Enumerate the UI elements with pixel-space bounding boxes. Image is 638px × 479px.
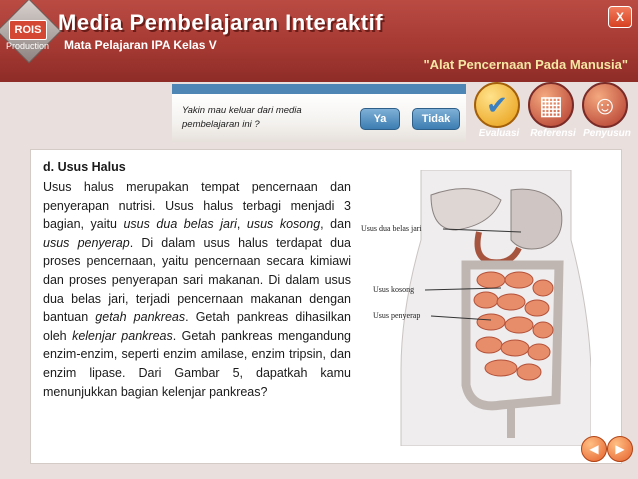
term-jejunum: usus kosong [246,217,321,232]
lesson-tagline: "Alat Pencernaan Pada Manusia" [423,57,628,72]
person-icon: ☺ [591,90,619,120]
logo-sub: Production [6,41,50,51]
content-panel [30,149,625,464]
label-usus-kosong: Usus kosong [373,285,415,294]
header-bar [0,0,638,82]
confirm-no-button[interactable]: Tidak [412,108,460,130]
intestine-drawing [361,170,591,446]
page-nav-controls [569,434,631,460]
body-part: Usus halus merupakan tempat pencernaan dan penyerapan nutrisi. Usus halus terbagi menjadi 3 bagian, yaitu [43,180,351,232]
app-subtitle: Mata Pelajaran IPA Kelas V [64,38,217,52]
nav-evaluasi-button[interactable] [474,82,524,144]
confirm-yes-button[interactable]: Ya [360,108,400,130]
nav-penyusun-button[interactable] [582,82,632,144]
exit-confirm-dialog [172,84,466,142]
checkmark-icon: ✔ [486,90,508,120]
book-icon: ▦ [538,90,564,120]
term-getah-pankreas: getah pankreas [95,310,186,325]
close-button[interactable]: X [608,6,632,28]
app-title: Media Pembelajaran Interaktif [58,10,384,35]
nav-referensi-label: Referensi [530,128,576,139]
body-part: , dan [320,217,352,232]
next-page-button[interactable]: ▶ [607,436,633,462]
intestine-illustration [361,170,591,446]
body-part: . Getah pankreas dihasilkan oleh [43,310,351,343]
body-part: . Di dalam usus halus terdapat dua proses pencernaan, yaitu pencernaan secara kimiawi dan proses penyerapan sari makanan. Di dalam usus dua belas jari, terjadi pencernaan makanan dengan bantuan [43,235,351,325]
label-usus-penyerap: Usus penyerap [373,311,421,320]
label-usus-dua-belas-jari: Usus dua belas jari [361,224,422,233]
body-part: , [236,217,247,232]
term-kelenjar-pankreas: kelenjar pankreas [72,328,173,343]
term-ileum: usus penyerap [43,235,130,250]
exit-confirm-text: Yakin mau keluar dari media pembelajaran ini ? [182,105,302,130]
nav-referensi-button[interactable] [528,82,578,144]
prev-page-button[interactable]: ◀ [581,436,607,462]
section-heading: d. Usus Halus [43,160,126,174]
term-duodenum: usus dua belas jari [123,217,237,232]
section-body [43,178,351,401]
body-part: . Getah pankreas mengandung enzim-enzim, seperti enzim amilase, enzim tripsin, dan enzim lipase. Dari Gambar 5, dapatkah kamu menunjukkan bagian kelenjar pankreas? [43,328,351,399]
nav-penyusun-label: Penyusun [583,128,631,139]
nav-evaluasi-label: Evaluasi [478,128,520,139]
logo-text: ROIS [9,20,47,40]
